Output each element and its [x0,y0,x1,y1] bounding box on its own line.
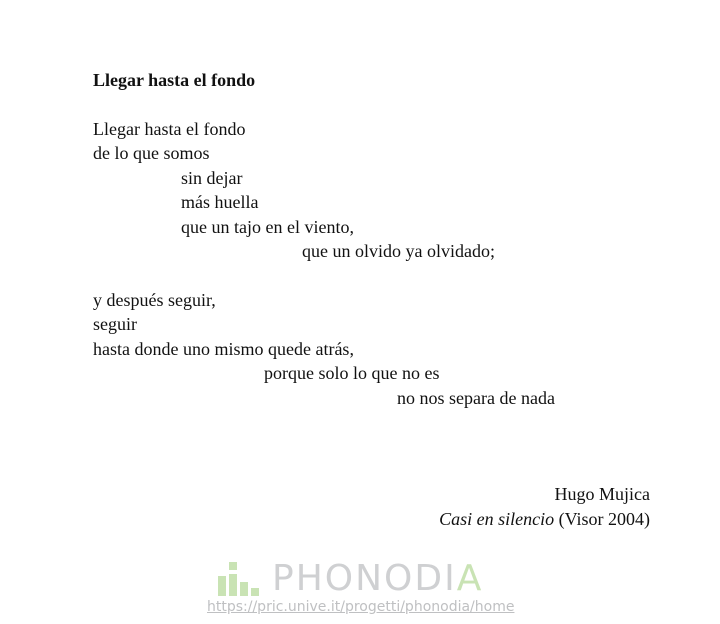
phonodia-logo [218,558,484,599]
book-publisher: (Visor 2004) [554,509,650,529]
author-name: Hugo Mujica [554,484,650,504]
poem-line: que un olvido ya olvidado; [302,241,495,261]
poem-line: que un tajo en el viento, [181,217,354,237]
poem-line: más huella [181,192,259,212]
phonodia-url-link[interactable]: https://pric.unive.it/progetti/phonodia/home [207,599,515,615]
phonodia-wordmark [272,558,484,599]
poem-line: de lo que somos [93,143,210,163]
poem-title: Llegar hasta el fondo [93,70,256,90]
wordmark-main: PHONODI [272,558,457,599]
wordmark-accent: A [456,558,484,599]
poem-line: Llegar hasta el fondo [93,119,246,139]
book-citation [439,507,650,531]
book-title: Casi en silencio [439,509,555,529]
poem-line: y después seguir, [93,290,216,310]
poem-line: hasta donde uno mismo quede atrás, [93,339,354,359]
poem-line: porque solo lo que no es [264,363,440,383]
poem-line: sin dejar [181,168,243,188]
equalizer-bars-icon [218,562,260,596]
poem-line: no nos separa de nada [397,388,555,408]
poem-line: seguir [93,314,137,334]
